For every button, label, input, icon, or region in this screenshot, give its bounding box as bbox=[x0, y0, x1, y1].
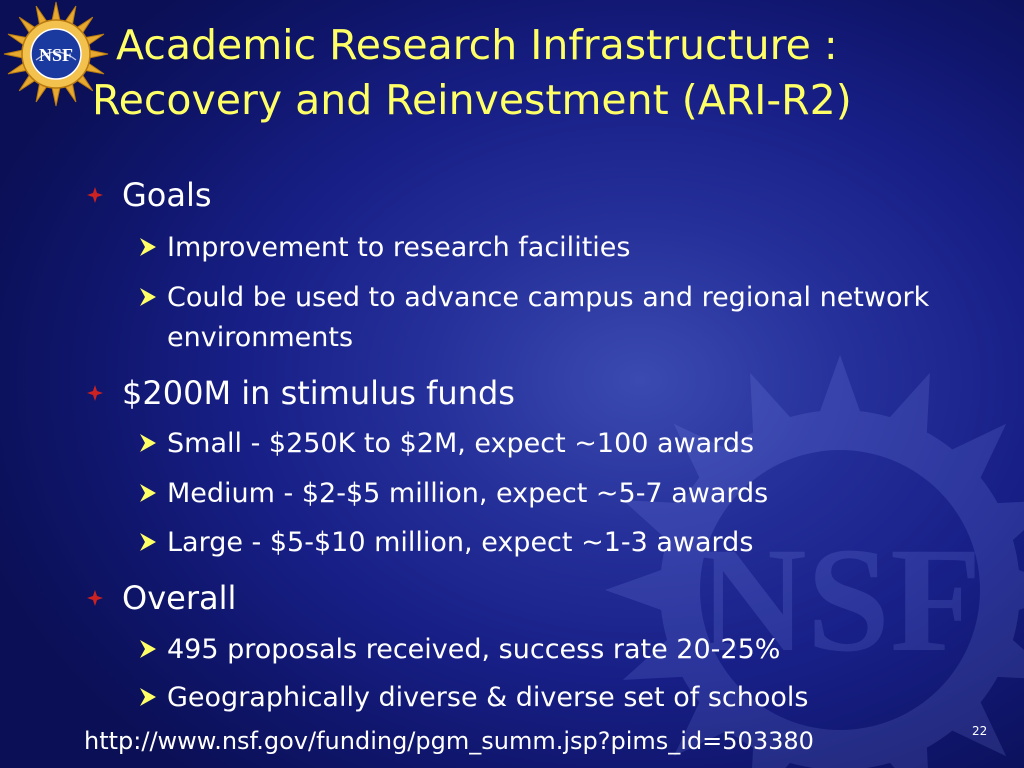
section-label: Overall bbox=[122, 579, 237, 617]
title-line-2: Recovery and Reinvestment (ARI-R2) bbox=[92, 76, 852, 124]
item-text: Could be used to advance campus and regional network environments bbox=[167, 282, 930, 353]
watermark-text: NSF bbox=[698, 517, 982, 683]
program-link[interactable]: http://www.nsf.gov/funding/pgm_summ.jsp?pims_id=503380 bbox=[84, 727, 814, 755]
item-text: Large - $5-$10 million, expect ~1-3 awards bbox=[167, 527, 754, 558]
section-funds bbox=[122, 374, 515, 412]
section-overall bbox=[122, 579, 236, 617]
list-item bbox=[167, 474, 967, 514]
logo-text: NSF bbox=[38, 45, 74, 65]
section-goals bbox=[122, 176, 212, 214]
list-item bbox=[167, 678, 967, 718]
item-text: Medium - $2-$5 million, expect ~5-7 awards bbox=[167, 478, 769, 509]
diamond-bullet-icon bbox=[86, 589, 104, 607]
section-label: $200M in stimulus funds bbox=[122, 374, 515, 412]
arrow-bullet-icon bbox=[137, 432, 159, 454]
page-number: 22 bbox=[972, 724, 988, 738]
arrow-bullet-icon bbox=[137, 531, 159, 553]
item-text: Small - $250K to $2M, expect ~100 awards bbox=[167, 428, 755, 459]
arrow-bullet-icon bbox=[137, 236, 159, 258]
list-item bbox=[167, 630, 967, 670]
item-text: Improvement to research facilities bbox=[167, 232, 631, 263]
item-text: Geographically diverse & diverse set of schools bbox=[167, 682, 809, 713]
list-item bbox=[167, 278, 967, 358]
arrow-bullet-icon bbox=[137, 482, 159, 504]
list-item bbox=[167, 424, 967, 464]
list-item bbox=[167, 228, 967, 268]
arrow-bullet-icon bbox=[137, 638, 159, 660]
title-line-1: Academic Research Infrastructure : bbox=[116, 21, 838, 69]
diamond-bullet-icon bbox=[86, 186, 104, 204]
arrow-bullet-icon bbox=[137, 286, 159, 308]
item-text: 495 proposals received, success rate 20-25% bbox=[167, 634, 781, 665]
list-item bbox=[167, 523, 967, 563]
arrow-bullet-icon bbox=[137, 686, 159, 708]
diamond-bullet-icon bbox=[86, 384, 104, 402]
section-label: Goals bbox=[122, 176, 212, 214]
